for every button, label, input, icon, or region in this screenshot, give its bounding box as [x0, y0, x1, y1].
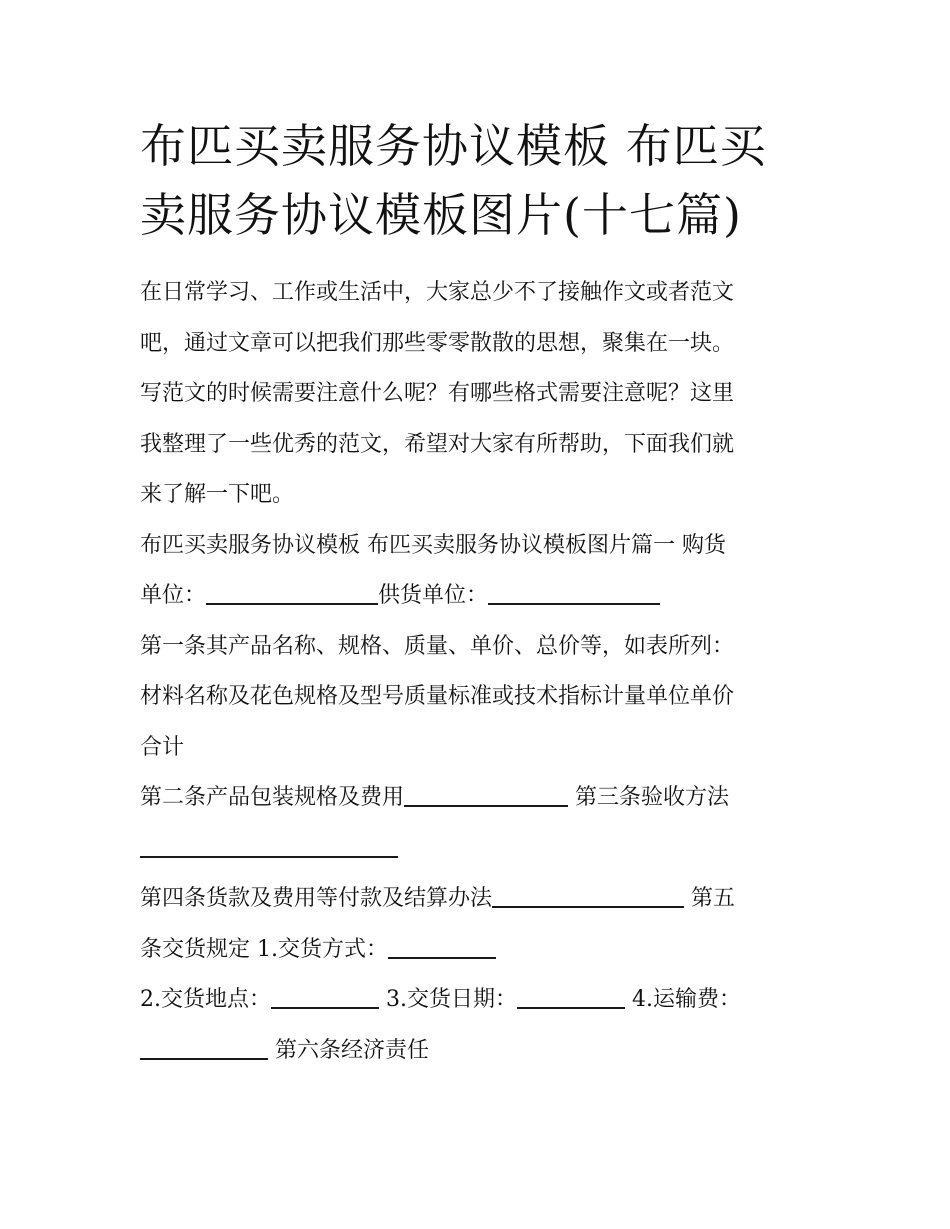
supplier-label: 供货单位： — [378, 583, 489, 608]
clause-1-line: 材料名称及花色规格及型号质量标准或技术指标计量单位单价 — [140, 684, 735, 709]
clause-3-field-line — [140, 824, 820, 875]
delivery-place-label: 2.交货地点： — [140, 987, 271, 1012]
title-line: 卖服务协议模板图片(十七篇) — [140, 188, 742, 242]
intro-line: 写范文的时候需要注意什么呢？有哪些格式需要注意呢？这里 — [140, 381, 735, 406]
clause-1-line: 合计 — [140, 734, 185, 760]
delivery-details-line — [140, 975, 820, 1026]
freight-field[interactable] — [140, 1058, 268, 1060]
packaging-fee-field[interactable] — [404, 805, 568, 807]
clause-2-label: 第二条产品包装规格及费用 — [140, 785, 405, 810]
intro-line: 我整理了一些优秀的范文，希望对大家有所帮助，下面我们就 — [140, 431, 735, 457]
intro-line: 在日常学习、工作或生活中，大家总少不了接触作文或者范文 — [140, 280, 735, 305]
buyer-label: 单位： — [140, 583, 207, 608]
clause-4-line — [140, 874, 820, 925]
delivery-date-field[interactable] — [517, 1007, 625, 1009]
buyer-field[interactable] — [206, 603, 378, 605]
intro-line: 来了解一下吧。 — [140, 482, 295, 507]
title-line: 布匹买卖服务协议模板 布匹买 — [140, 119, 767, 173]
party-line — [140, 571, 820, 622]
clause-4-label: 第四条货款及费用等付款及结算办法 — [140, 886, 493, 911]
delivery-date-label: 3.交货日期： — [386, 987, 517, 1012]
clause-1-line: 第一条其产品名称、规格、质量、单价、总价等，如表所列： — [140, 633, 735, 659]
clause-5-line — [140, 925, 820, 976]
delivery-place-field[interactable] — [271, 1007, 379, 1009]
supplier-field[interactable] — [488, 603, 660, 605]
document-content — [140, 112, 820, 1076]
clause-6-label: 第六条经济责任 — [275, 1037, 430, 1063]
clause-2-line — [140, 773, 820, 824]
clause-5-start: 第五 — [691, 886, 736, 911]
clause-3-label: 第三条验收方法 — [575, 785, 730, 810]
contract-body — [140, 521, 820, 1077]
contract-heading-line: 布匹买卖服务协议模板 布匹买卖服务协议模板图片篇一 购货 — [140, 532, 726, 558]
delivery-method-field[interactable] — [388, 957, 496, 959]
clause-6-line — [140, 1026, 820, 1077]
freight-label: 4.运输费： — [632, 987, 741, 1012]
intro-paragraph — [140, 268, 820, 521]
document-title — [140, 112, 820, 250]
payment-method-field[interactable] — [492, 906, 684, 908]
clause-5-label: 条交货规定 1.交货方式： — [140, 936, 388, 962]
inspection-method-field[interactable] — [140, 856, 398, 858]
intro-line: 吧，通过文章可以把我们那些零零散散的思想，聚集在一块。 — [140, 330, 735, 356]
